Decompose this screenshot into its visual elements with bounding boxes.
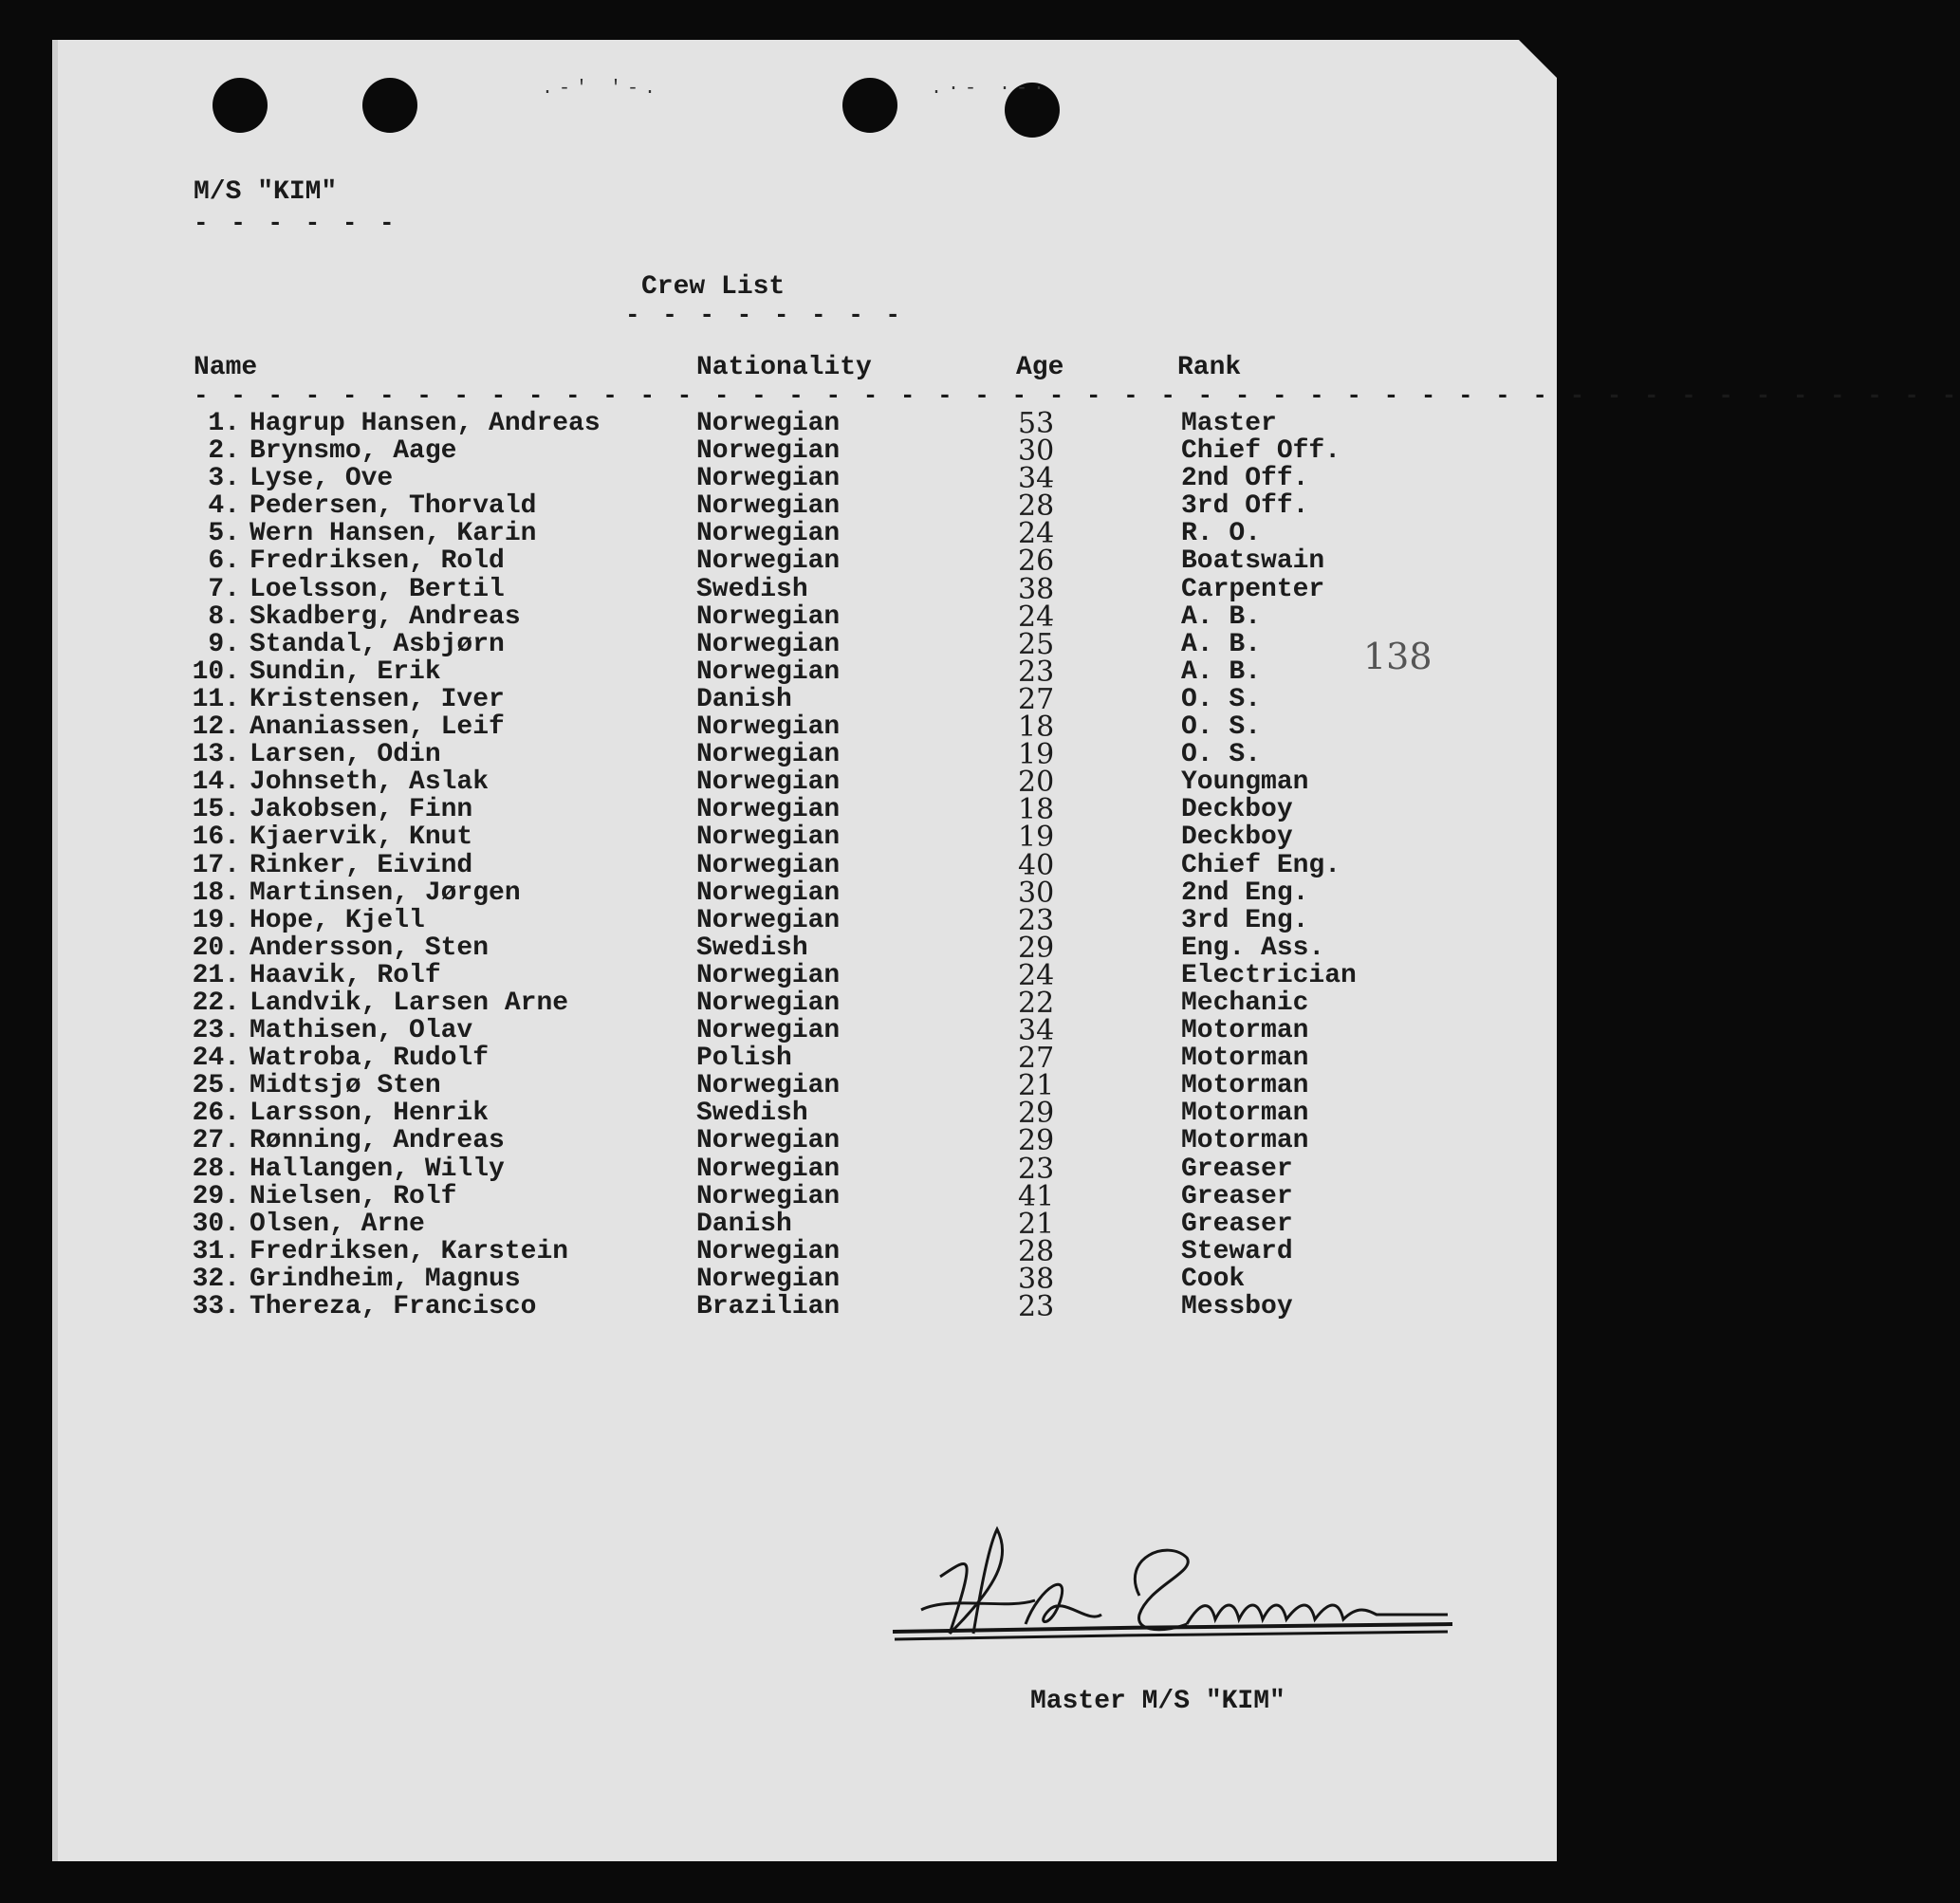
crew-row	[58, 407, 1557, 440]
crew-number: 21.	[192, 960, 240, 990]
crew-name: Pedersen, Thorvald	[250, 491, 537, 522]
crew-age: 34	[1018, 462, 1055, 496]
crew-age: 41	[1018, 1179, 1055, 1213]
ink-smudge: .-' '-.	[542, 78, 662, 100]
crew-nationality: Norwegian	[696, 656, 841, 687]
crew-number: 29.	[192, 1181, 240, 1211]
crew-number: 33.	[192, 1292, 240, 1321]
crew-row	[58, 738, 1557, 772]
title-underline: - - - - - - - -	[625, 301, 905, 329]
crew-number: 2.	[208, 436, 240, 467]
crew-nationality: Norwegian	[696, 795, 841, 825]
crew-rank: Motorman	[1181, 1126, 1309, 1156]
crew-number: 14.	[192, 767, 240, 798]
crew-rank: Boatswain	[1181, 546, 1325, 577]
crew-name: Ananiassen, Leif	[250, 712, 505, 743]
crew-nationality: Norwegian	[696, 1181, 841, 1211]
crew-number: 28.	[192, 1154, 240, 1184]
crew-row	[58, 1179, 1557, 1213]
crew-row	[58, 903, 1557, 937]
crew-rank: Mechanic	[1181, 988, 1309, 1018]
crew-nationality: Norwegian	[696, 1154, 841, 1184]
crew-age: 30	[1018, 434, 1055, 469]
crew-number: 11.	[192, 684, 240, 714]
crew-age: 24	[1018, 517, 1055, 551]
crew-number: 32.	[192, 1264, 240, 1294]
crew-name: Martinsen, Jørgen	[250, 878, 521, 908]
page-stamp-number: 138	[1363, 636, 1433, 677]
crew-rank: A. B.	[1181, 656, 1262, 687]
crew-nationality: Norwegian	[696, 491, 841, 522]
crew-nationality: Norwegian	[696, 436, 841, 467]
crew-row	[58, 793, 1557, 827]
crew-rank: Greaser	[1181, 1209, 1293, 1239]
crew-name: Skadberg, Andreas	[250, 601, 521, 632]
crew-number: 15.	[192, 795, 240, 825]
master-signature	[883, 1520, 1528, 1662]
crew-nationality: Norwegian	[696, 822, 841, 853]
crew-row	[58, 682, 1557, 716]
crew-rank: 2nd Off.	[1181, 464, 1309, 494]
crew-rank: Youngman	[1181, 767, 1309, 798]
crew-row	[58, 821, 1557, 855]
crew-rank: 3rd Off.	[1181, 491, 1309, 522]
crew-nationality: Swedish	[696, 933, 808, 963]
punch-hole	[362, 78, 417, 133]
crew-name: Brynsmo, Aage	[250, 436, 457, 467]
crew-age: 18	[1018, 711, 1055, 745]
crew-name: Lyse, Ove	[250, 464, 394, 494]
ship-name-header: M/S "KIM"	[194, 177, 338, 207]
crew-nationality: Norwegian	[696, 878, 841, 908]
crew-name: Sundin, Erik	[250, 656, 441, 687]
crew-rank: A. B.	[1181, 601, 1262, 632]
crew-rank: Chief Off.	[1181, 436, 1341, 467]
crew-rank: Deckboy	[1181, 795, 1293, 825]
crew-name: Hagrup Hansen, Andreas	[250, 409, 601, 438]
column-header-nationality: Nationality	[696, 353, 872, 382]
crew-rank: O. S.	[1181, 712, 1262, 743]
crew-number: 1.	[208, 409, 240, 438]
document-title: Crew List	[641, 272, 786, 302]
crew-number: 31.	[192, 1236, 240, 1266]
crew-row	[58, 600, 1557, 634]
crew-age: 30	[1018, 876, 1055, 910]
crew-name: Mathisen, Olav	[250, 1016, 473, 1046]
crew-nationality: Norwegian	[696, 767, 841, 798]
crew-nationality: Danish	[696, 1209, 792, 1239]
crew-nationality: Norwegian	[696, 1236, 841, 1266]
crew-row	[58, 1234, 1557, 1268]
crew-name: Standal, Asbjørn	[250, 629, 505, 659]
crew-rank: Carpenter	[1181, 574, 1325, 604]
crew-age: 18	[1018, 793, 1055, 827]
crew-row	[58, 766, 1557, 800]
crew-name: Kristensen, Iver	[250, 684, 505, 714]
crew-name: Midtsjø Sten	[250, 1071, 441, 1101]
crew-age: 29	[1018, 1097, 1055, 1131]
column-header-name: Name	[194, 353, 258, 382]
crew-name: Rinker, Eivind	[250, 850, 473, 880]
crew-rank: Greaser	[1181, 1181, 1293, 1211]
crew-row	[58, 1042, 1557, 1076]
crew-number: 24.	[192, 1044, 240, 1074]
crew-nationality: Norwegian	[696, 905, 841, 935]
crew-name: Thereza, Francisco	[250, 1292, 537, 1321]
page-corner-fold	[1519, 40, 1557, 78]
crew-nationality: Polish	[696, 1044, 792, 1074]
crew-nationality: Norwegian	[696, 988, 841, 1018]
crew-name: Haavik, Rolf	[250, 960, 441, 990]
crew-name: Nielsen, Rolf	[250, 1181, 457, 1211]
crew-row	[58, 462, 1557, 496]
crew-nationality: Swedish	[696, 1099, 808, 1129]
crew-rank: Greaser	[1181, 1154, 1293, 1184]
crew-number: 22.	[192, 988, 240, 1018]
crew-nationality: Brazilian	[696, 1292, 841, 1321]
crew-age: 38	[1018, 572, 1055, 606]
crew-name: Andersson, Sten	[250, 933, 490, 963]
crew-table	[58, 407, 1557, 1323]
crew-rank: R. O.	[1181, 519, 1262, 549]
crew-rank: 3rd Eng.	[1181, 905, 1309, 935]
crew-age: 38	[1018, 1262, 1055, 1296]
crew-rank: Deckboy	[1181, 822, 1293, 853]
crew-age: 27	[1018, 682, 1055, 716]
crew-name: Larsen, Odin	[250, 740, 441, 770]
crew-row	[58, 572, 1557, 606]
crew-age: 28	[1018, 1234, 1055, 1268]
crew-nationality: Swedish	[696, 574, 808, 604]
crew-number: 7.	[208, 574, 240, 604]
crew-name: Loelsson, Bertil	[250, 574, 505, 604]
crew-age: 29	[1018, 1124, 1055, 1158]
crew-row	[58, 517, 1557, 551]
crew-rank: 2nd Eng.	[1181, 878, 1309, 908]
crew-row	[58, 931, 1557, 965]
crew-name: Fredriksen, Karstein	[250, 1236, 569, 1266]
crew-nationality: Danish	[696, 684, 792, 714]
crew-name: Landvik, Larsen Arne	[250, 988, 569, 1018]
crew-nationality: Norwegian	[696, 1071, 841, 1101]
crew-nationality: Norwegian	[696, 519, 841, 549]
document-page	[52, 40, 1960, 1861]
crew-rank: A. B.	[1181, 629, 1262, 659]
crew-age: 25	[1018, 627, 1055, 661]
crew-nationality: Norwegian	[696, 409, 841, 438]
crew-row	[58, 490, 1557, 524]
crew-rank: Motorman	[1181, 1016, 1309, 1046]
crew-age: 21	[1018, 1069, 1055, 1103]
crew-rank: O. S.	[1181, 740, 1262, 770]
ink-smudge: .·- ·-·	[931, 78, 1051, 100]
crew-age: 26	[1018, 545, 1055, 579]
crew-row	[58, 958, 1557, 992]
crew-age: 21	[1018, 1207, 1055, 1241]
crew-age: 24	[1018, 600, 1055, 634]
header-underline: - - - - - -	[194, 209, 398, 237]
crew-number: 8.	[208, 601, 240, 632]
crew-age: 28	[1018, 490, 1055, 524]
column-header-age: Age	[1016, 353, 1064, 382]
crew-row	[58, 434, 1557, 469]
crew-name: Rønning, Andreas	[250, 1126, 505, 1156]
crew-nationality: Norwegian	[696, 712, 841, 743]
crew-name: Jakobsen, Finn	[250, 795, 473, 825]
crew-row	[58, 876, 1557, 910]
crew-age: 22	[1018, 986, 1055, 1020]
crew-name: Wern Hansen, Karin	[250, 519, 537, 549]
crew-nationality: Norwegian	[696, 601, 841, 632]
crew-number: 10.	[192, 656, 240, 687]
crew-age: 40	[1018, 848, 1055, 882]
crew-age: 23	[1018, 655, 1055, 689]
crew-row	[58, 1207, 1557, 1241]
crew-row	[58, 545, 1557, 579]
crew-age: 19	[1018, 821, 1055, 855]
crew-name: Olsen, Arne	[250, 1209, 425, 1239]
crew-number: 5.	[208, 519, 240, 549]
crew-number: 9.	[208, 629, 240, 659]
crew-nationality: Norwegian	[696, 1264, 841, 1294]
crew-nationality: Norwegian	[696, 740, 841, 770]
crew-nationality: Norwegian	[696, 960, 841, 990]
crew-rank: Motorman	[1181, 1099, 1309, 1129]
crew-number: 27.	[192, 1126, 240, 1156]
crew-nationality: Norwegian	[696, 546, 841, 577]
crew-rank: Motorman	[1181, 1044, 1309, 1074]
column-header-rank: Rank	[1177, 353, 1242, 382]
crew-age: 23	[1018, 1152, 1055, 1186]
crew-rank: Electrician	[1181, 960, 1357, 990]
punch-hole	[213, 78, 268, 133]
crew-row	[58, 627, 1557, 661]
crew-row	[58, 1290, 1557, 1323]
crew-age: 24	[1018, 958, 1055, 992]
crew-rank: Master	[1181, 409, 1277, 438]
crew-row	[58, 711, 1557, 745]
crew-rank: Eng. Ass.	[1181, 933, 1325, 963]
crew-name: Hallangen, Willy	[250, 1154, 505, 1184]
crew-row	[58, 1262, 1557, 1296]
crew-row	[58, 986, 1557, 1020]
crew-rank: Messboy	[1181, 1292, 1293, 1321]
crew-number: 17.	[192, 850, 240, 880]
crew-age: 29	[1018, 931, 1055, 965]
crew-name: Kjaervik, Knut	[250, 822, 473, 853]
crew-name: Hope, Kjell	[250, 905, 425, 935]
crew-nationality: Norwegian	[696, 850, 841, 880]
crew-rank: Steward	[1181, 1236, 1293, 1266]
crew-number: 12.	[192, 712, 240, 743]
crew-row	[58, 1097, 1557, 1131]
crew-age: 20	[1018, 766, 1055, 800]
crew-number: 6.	[208, 546, 240, 577]
crew-age: 53	[1018, 407, 1055, 440]
crew-rank: O. S.	[1181, 684, 1262, 714]
crew-number: 4.	[208, 491, 240, 522]
column-header-rule: - - - - - - - - - - - - - - - - - - - - - - - - - - - - - - - - - - - - - - - - - - - - - - - -	[194, 381, 1960, 410]
crew-number: 16.	[192, 822, 240, 853]
crew-number: 23.	[192, 1016, 240, 1046]
crew-rank: Chief Eng.	[1181, 850, 1341, 880]
crew-number: 13.	[192, 740, 240, 770]
crew-age: 23	[1018, 1290, 1055, 1323]
crew-age: 23	[1018, 903, 1055, 937]
crew-nationality: Norwegian	[696, 1126, 841, 1156]
crew-row	[58, 1124, 1557, 1158]
crew-row	[58, 1152, 1557, 1186]
crew-rank: Cook	[1181, 1264, 1246, 1294]
crew-rank: Motorman	[1181, 1071, 1309, 1101]
signature-caption: Master M/S "KIM"	[1030, 1687, 1285, 1716]
crew-row	[58, 1014, 1557, 1048]
crew-number: 30.	[192, 1209, 240, 1239]
punch-hole	[842, 78, 897, 133]
crew-number: 19.	[192, 905, 240, 935]
crew-name: Fredriksen, Rold	[250, 546, 505, 577]
crew-row	[58, 1069, 1557, 1103]
crew-number: 3.	[208, 464, 240, 494]
crew-nationality: Norwegian	[696, 629, 841, 659]
crew-age: 19	[1018, 738, 1055, 772]
crew-age: 27	[1018, 1042, 1055, 1076]
crew-number: 20.	[192, 933, 240, 963]
crew-name: Grindheim, Magnus	[250, 1264, 521, 1294]
crew-number: 26.	[192, 1099, 240, 1129]
crew-number: 18.	[192, 878, 240, 908]
crew-age: 34	[1018, 1014, 1055, 1048]
crew-number: 25.	[192, 1071, 240, 1101]
crew-name: Larsson, Henrik	[250, 1099, 490, 1129]
crew-name: Watroba, Rudolf	[250, 1044, 490, 1074]
crew-row	[58, 848, 1557, 882]
crew-name: Johnseth, Aslak	[250, 767, 490, 798]
crew-nationality: Norwegian	[696, 464, 841, 494]
crew-nationality: Norwegian	[696, 1016, 841, 1046]
